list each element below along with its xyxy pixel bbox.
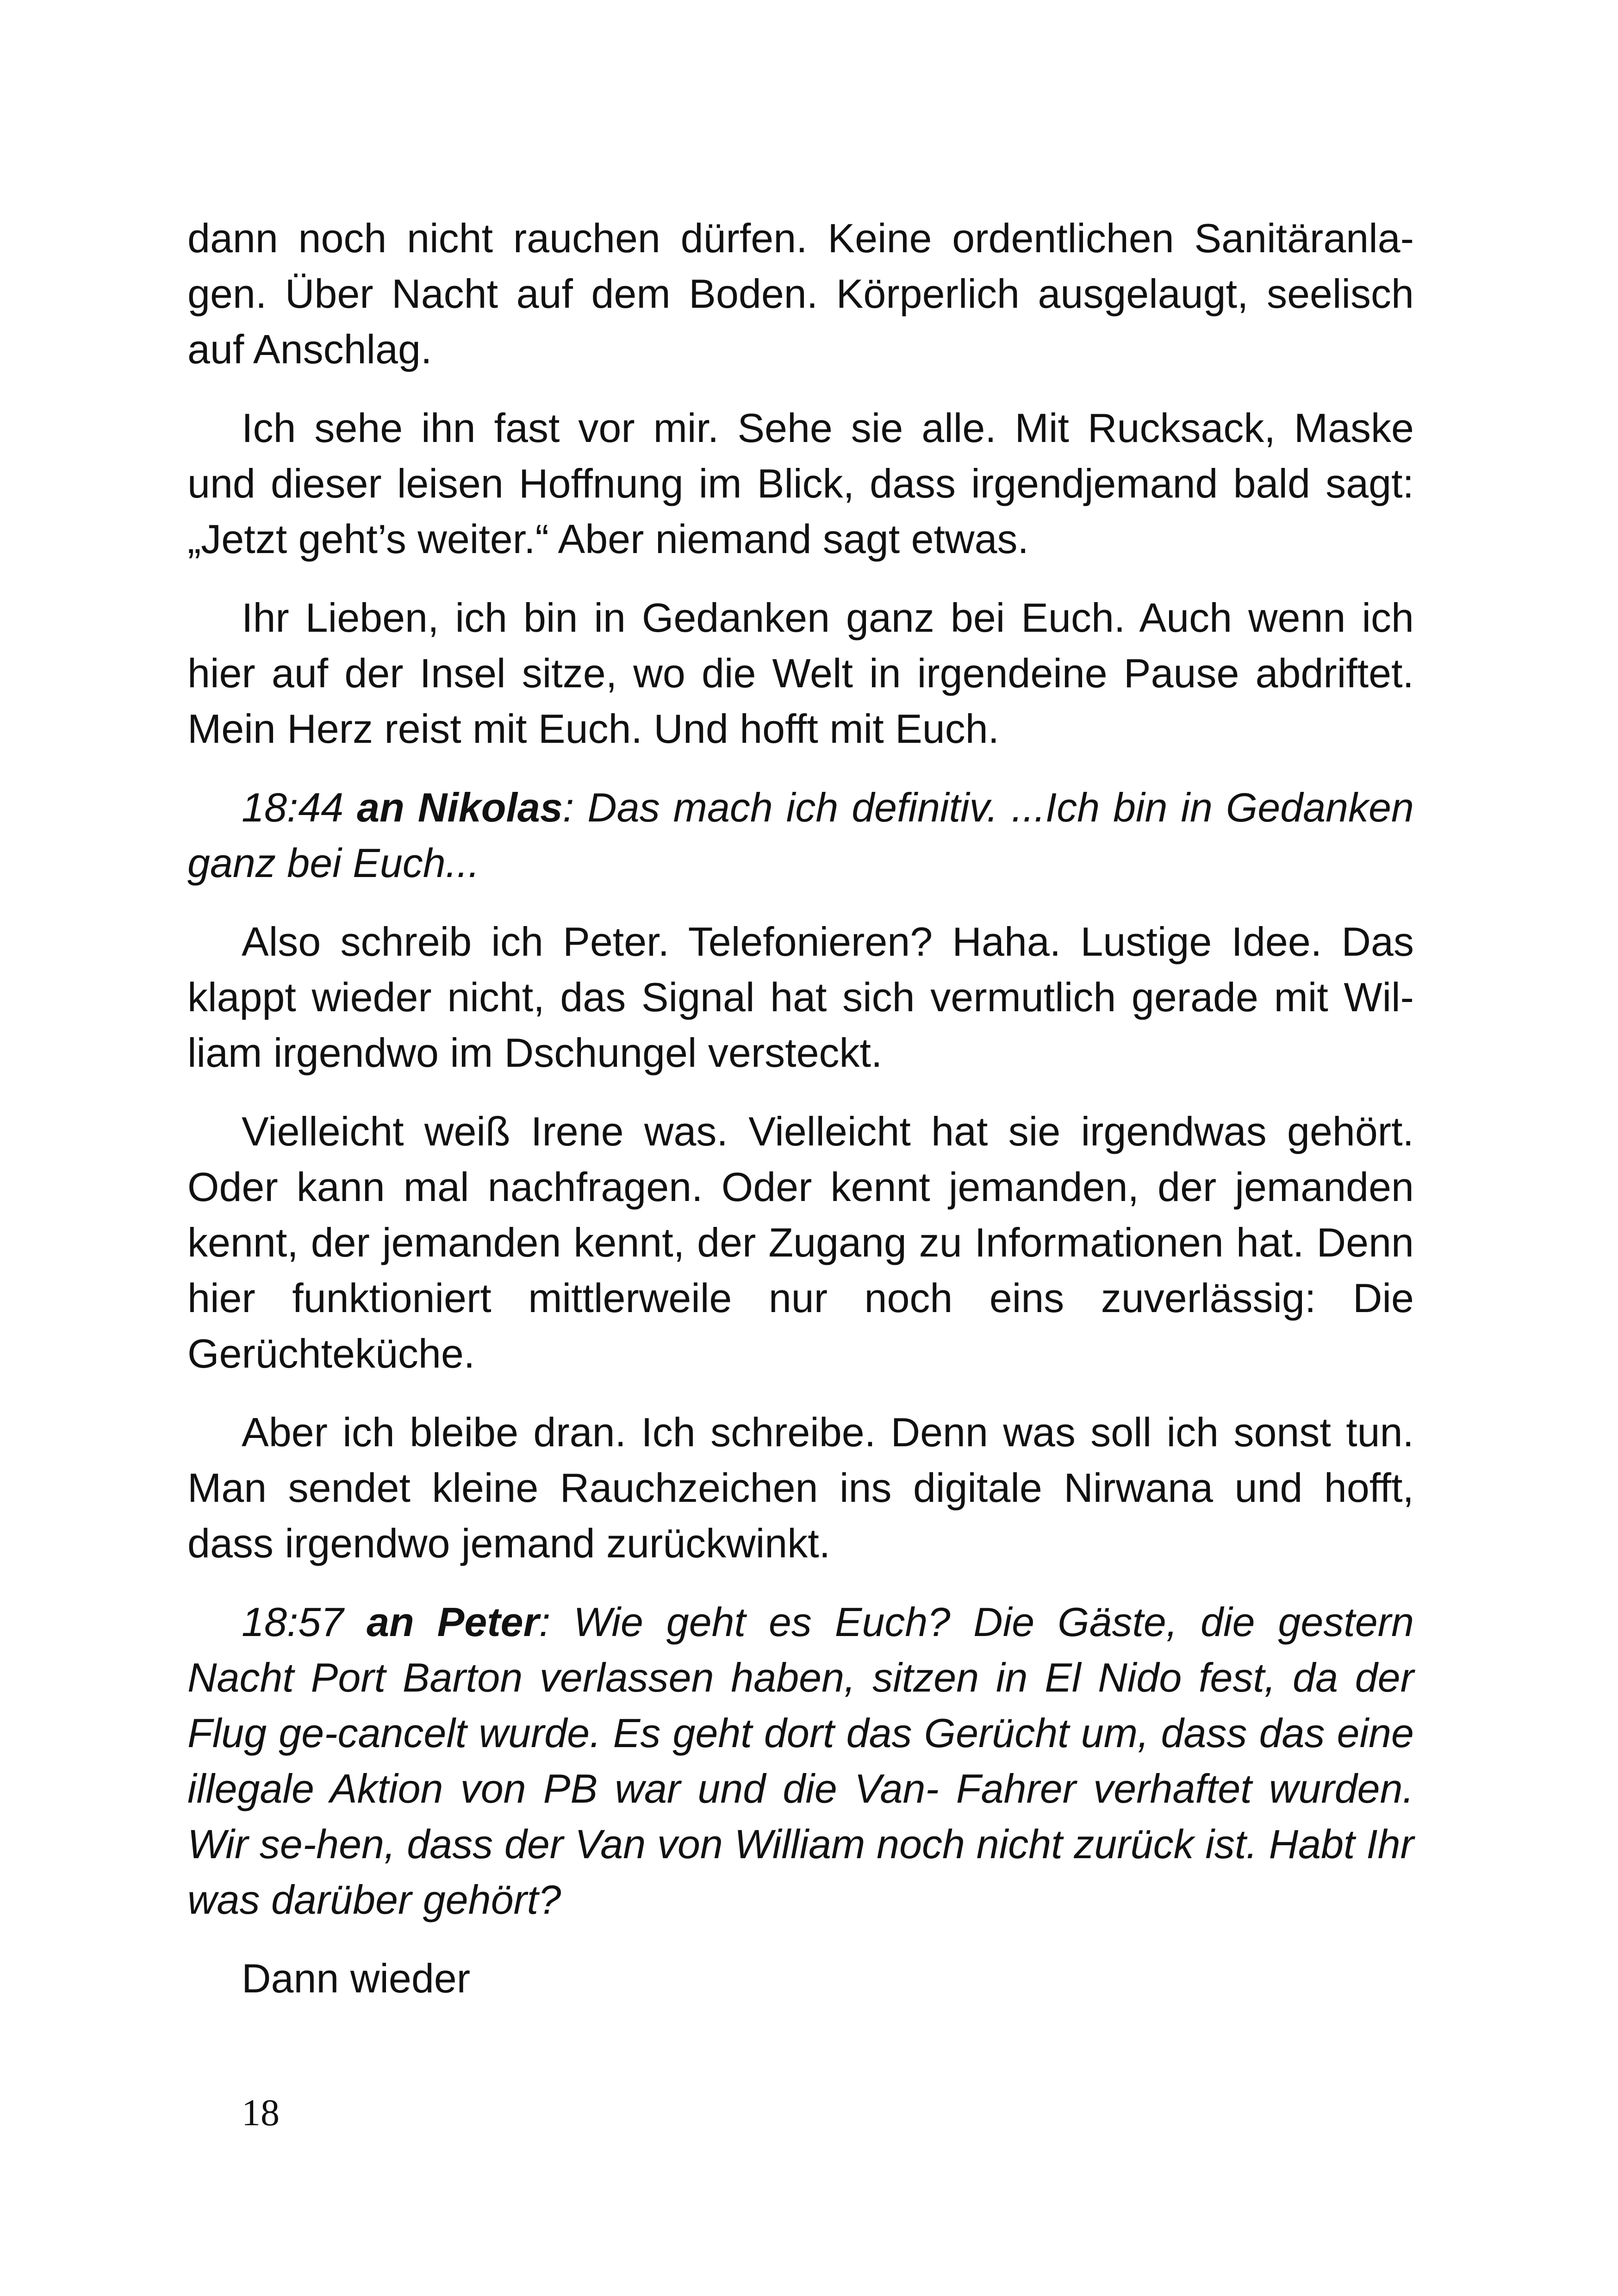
message-recipient: an Nikolas [357,784,563,830]
message-paragraph-nikolas [187,780,1414,891]
message-recipient: an Peter [367,1599,539,1645]
paragraph: Dann wieder [242,1955,471,2001]
page-number: 18 [242,2091,280,2134]
paragraph: Also schreib ich Peter. Telefonieren? Haha. Lustige Idee. Das klappt wieder nicht, das Signal hat sich vermutlich gerade mit Wil-liam irgendwo im Dschungel versteckt. [187,919,1414,1076]
paragraph: Vielleicht weiß Irene was. Vielleicht hat sie irgendwas gehört. Oder kann mal nachfragen. Oder kennt jemanden, der jemanden kennt, der jemanden kennt, der Zugang zu Informationen hat. Denn hier funktioniert mittlerweile nur noch eins zuverlässig: Die Gerüchteküche. [187,1108,1414,1376]
message-time: 18:57 [242,1599,344,1645]
page-body-text [187,211,1414,2029]
paragraph-continuation: dann noch nicht rauchen dürfen. Keine ordentlichen Sanitäranla-gen. Über Nacht auf dem Boden. Körperlich ausgelaugt, seelisch auf Anschlag. [187,215,1414,372]
paragraph: Ich sehe ihn fast vor mir. Sehe sie alle. Mit Rucksack, Maske und dieser leisen Hoffnung im Blick, dass irgendjemand bald sagt: „Jetzt geht’s weiter.“ Aber niemand sagt etwas. [187,405,1414,562]
message-time: 18:44 [242,784,344,830]
paragraph: Aber ich bleibe dran. Ich schreibe. Denn was soll ich sonst tun. Man sendet kleine Rauchzeichen ins digitale Nirwana und hofft, dass irgendwo jemand zurückwinkt. [187,1409,1414,1566]
paragraph: Ihr Lieben, ich bin in Gedanken ganz bei Euch. Auch wenn ich hier auf der Insel sitze, wo die Welt in irgendeine Pause abdriftet. Mein Herz reist mit Euch. Und hofft mit Euch. [187,595,1414,752]
message-paragraph-peter [187,1594,1414,1928]
message-text: : Das mach ich definitiv. ...Ich bin in Gedanken ganz bei Euch... [187,784,1414,886]
message-text: : Wie geht es Euch? Die Gäste, die gestern Nacht Port Barton verlassen haben, sitzen in El Nido fest, da der Flug ge-cancelt wurde. Es geht dort das Gerücht um, dass das eine illegale Aktion von PB war und die Van- Fahrer verhaftet wurden. Wir se-hen, dass der Van von William noch nicht zurück ist. Habt Ihr was darüber gehört? [187,1599,1414,1923]
